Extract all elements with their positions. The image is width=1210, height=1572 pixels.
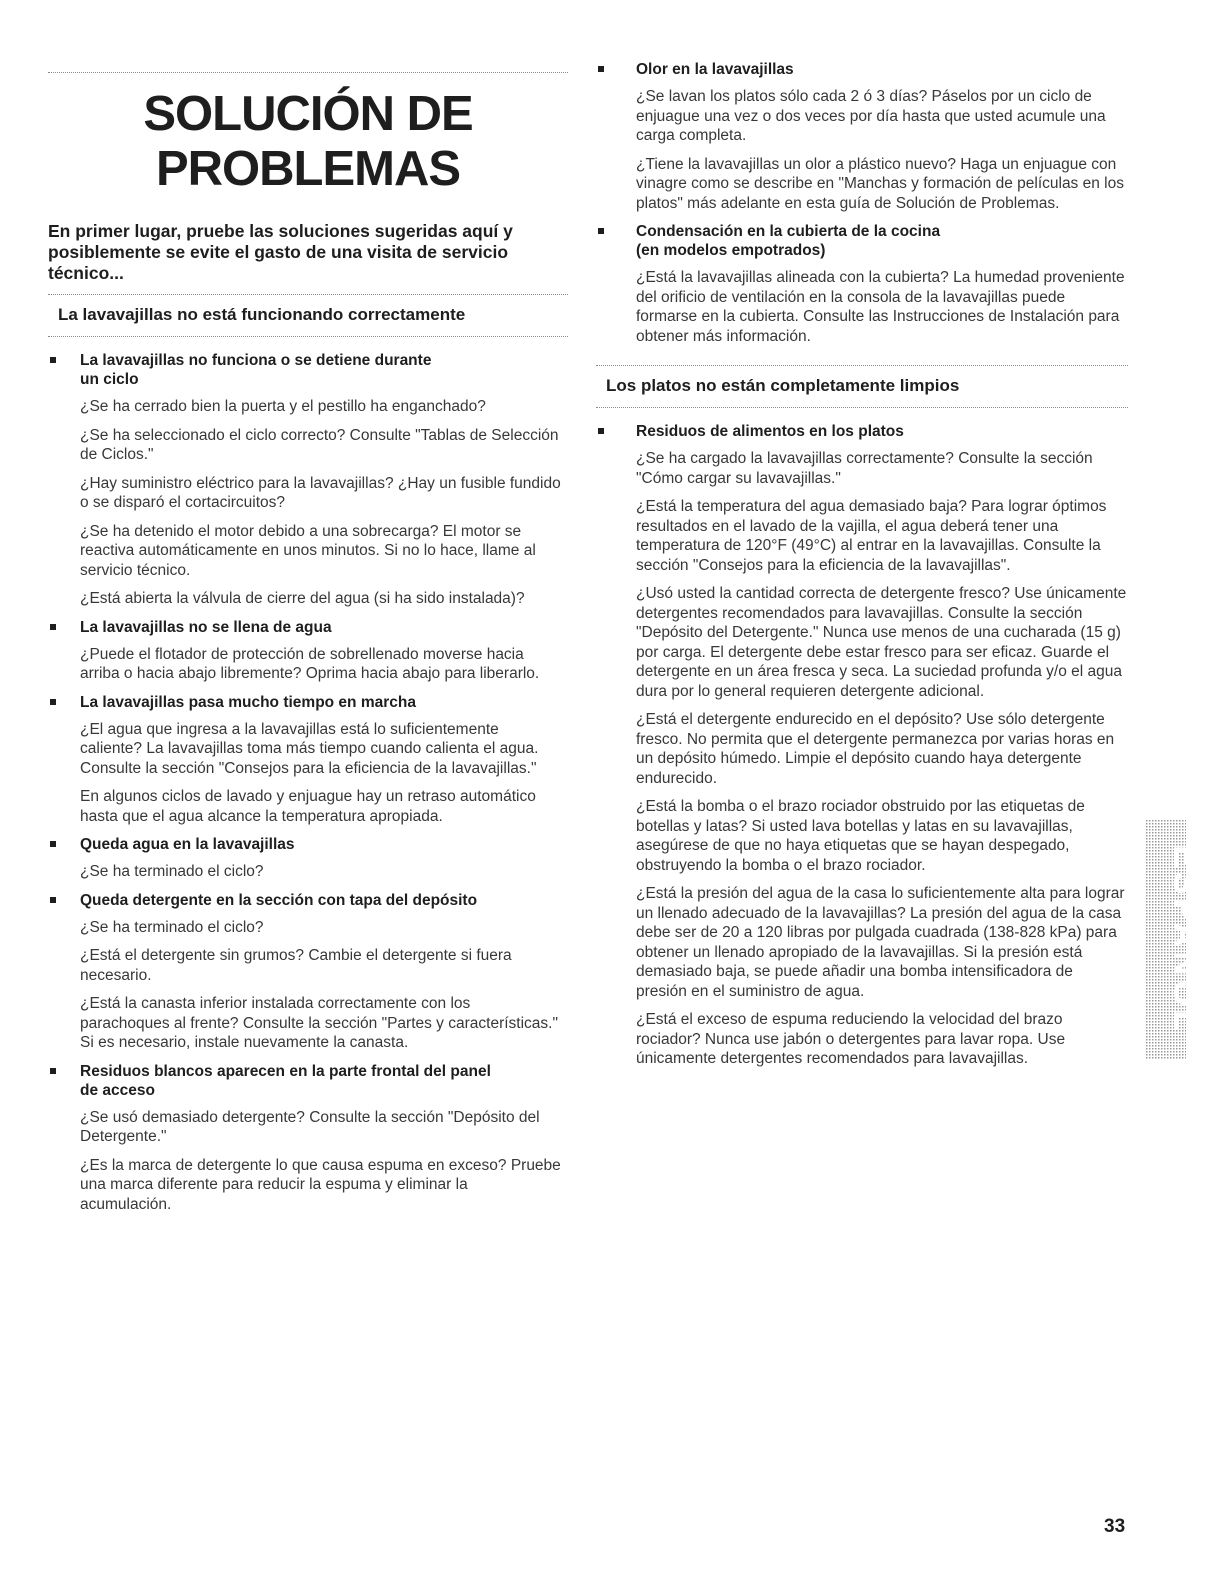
right-item-list-top: [596, 60, 1128, 346]
item-title: [636, 60, 794, 79]
page-title-line-2: PROBLEMAS: [155, 142, 461, 196]
item-heading-row: [48, 891, 568, 910]
section-title-not-working: La lavavajillas no está funcionando correctamente: [48, 294, 568, 337]
troubleshooting-item: [596, 422, 1128, 1069]
top-dotted-rule: [48, 72, 568, 73]
item-paragraph: ¿Se usó demasiado detergente? Consulte la sección "Depósito del Detergente.": [80, 1108, 540, 1145]
item-paragraph: ¿Se ha detenido el motor debido a una sobrecarga? El motor se reactiva automáticamente en unos minutos. Si no lo hace, llame al servicio técnico.: [80, 522, 536, 579]
troubleshooting-item: [48, 618, 568, 684]
square-bullet-icon: [598, 66, 604, 72]
item-paragraph: ¿Es la marca de detergente lo que causa espuma en exceso? Pruebe una marca diferente para reducir la espuma y eliminar la acumulación.: [80, 1156, 561, 1213]
item-title: [80, 1062, 491, 1100]
language-tab-graphic: [1146, 820, 1204, 1060]
item-heading-row: [48, 1062, 568, 1100]
item-title: [636, 422, 904, 441]
square-bullet-icon: [598, 428, 604, 434]
page-number: 33: [1104, 1516, 1126, 1537]
item-title-line: La lavavajillas pasa mucho tiempo en marcha: [80, 693, 416, 711]
troubleshooting-item: [48, 1062, 568, 1215]
item-heading-row: [48, 351, 568, 389]
item-paragraph: ¿Está el detergente sin grumos? Cambie el detergente si fuera necesario.: [80, 947, 512, 984]
item-title-line: Residuos blancos aparecen en la parte frontal del panel: [80, 1062, 491, 1080]
item-paragraph: ¿Tiene la lavavajillas un olor a plástico nuevo? Haga un enjuague con vinagre como se describe en "Manchas y formación de películas en los platos" más adelante en esta guía de Solución de Problemas.: [636, 155, 1124, 212]
troubleshooting-item: [48, 891, 568, 1053]
item-heading-row: [48, 835, 568, 854]
troubleshooting-item: [48, 351, 568, 609]
page-title-line-1: SOLUCIÓN DE: [143, 87, 473, 141]
item-paragraph: ¿Hay suministro eléctrico para la lavavajillas? ¿Hay un fusible fundido o se disparó el cortacircuitos?: [80, 474, 561, 511]
item-title-line: Olor en la lavavajillas: [636, 61, 794, 78]
item-paragraph: ¿Se lavan los platos sólo cada 2 ó 3 días? Páselos por un ciclo de enjuague una vez o dos veces por día hasta que usted acumule una carga completa.: [636, 88, 1106, 144]
item-heading-row: [596, 60, 1128, 79]
item-title-line: (en modelos empotrados): [636, 242, 826, 259]
troubleshooting-item: [596, 222, 1128, 346]
item-paragraph: ¿Se ha cerrado bien la puerta y el pestillo ha enganchado?: [80, 398, 486, 415]
item-title: [80, 891, 477, 910]
item-paragraph: ¿Se ha cargado la lavavajillas correctamente? Consulte la sección "Cómo cargar su lavavajillas.": [636, 450, 1093, 487]
item-heading-row: [48, 693, 568, 712]
left-item-list: [48, 351, 568, 1214]
square-bullet-icon: [50, 841, 56, 847]
language-tab-label: ESPAÑOL: [1166, 845, 1204, 1035]
square-bullet-icon: [50, 357, 56, 363]
left-column: [48, 60, 568, 1223]
item-title: [80, 618, 332, 637]
item-paragraph: ¿Se ha terminado el ciclo?: [80, 918, 264, 936]
square-bullet-icon: [50, 699, 56, 705]
item-paragraph: ¿Está la canasta inferior instalada correctamente con los parachoques al frente? Consulte la sección "Partes y características." Si es necesario, instale nuevamente la canasta.: [80, 995, 558, 1051]
item-paragraph: ¿Se ha seleccionado el ciclo correcto? Consulte "Tablas de Selección de Ciclos.": [80, 426, 559, 463]
item-paragraph: En algunos ciclos de lavado y enjuague hay un retraso automático hasta que el agua alcance la temperatura apropiada.: [80, 788, 536, 825]
intro-text: En primer lugar, pruebe las soluciones sugeridas aquí y posiblemente se evite el gasto de una visita de servicio técnico...: [48, 221, 513, 283]
spacer: [596, 355, 1128, 365]
item-title: [80, 693, 416, 712]
item-title-line: La lavavajillas no funciona o se detiene durante: [80, 352, 432, 369]
item-title-line: Residuos de alimentos en los platos: [636, 423, 904, 440]
item-paragraph: ¿Está la presión del agua de la casa lo suficientemente alta para lograr un llenado adecuado de la lavavajillas? La presión del agua de la casa debe ser de 20 a 120 libras por pulgada cuadrada (138-828 kPa) para obtener un llenado apropiado de la lavavajillas. Si la presión está demasiado baja, se puede añadir una bomba intensificadora de presión en el suministro de agua.: [636, 885, 1125, 1000]
right-column: [596, 60, 1128, 1078]
item-title: [80, 351, 431, 389]
item-title-line: un ciclo: [80, 371, 139, 388]
item-title-line: La lavavajillas no se llena de agua: [80, 618, 332, 636]
item-paragraph: ¿Está la lavavajillas alineada con la cubierta? La humedad proveniente del orificio de ventilación en la consola de la lavavajillas puede formarse en la cubierta. Consulte las Instrucciones de Instalación para obtener más información.: [636, 269, 1125, 345]
troubleshooting-item: [48, 693, 568, 827]
item-title: [80, 835, 295, 854]
item-title: [636, 222, 940, 260]
item-heading-row: [596, 422, 1128, 441]
item-paragraph: ¿Está el detergente endurecido en el depósito? Use sólo detergente fresco. No permita que el detergente permanezca por varias horas en un depósito húmedo. Limpie el depósito cuando haya detergente endurecido.: [636, 711, 1115, 787]
square-bullet-icon: [50, 1068, 56, 1074]
language-side-tab: [1146, 820, 1204, 1060]
square-bullet-icon: [50, 624, 56, 630]
item-title-line: Condensación en la cubierta de la cocina: [636, 223, 941, 240]
item-paragraph: ¿Se ha terminado el ciclo?: [80, 863, 264, 880]
square-bullet-icon: [50, 897, 56, 903]
item-title-line: Queda agua en la lavavajillas: [80, 836, 295, 853]
troubleshooting-item: [48, 835, 568, 882]
item-title-line: Queda detergente en la sección con tapa del depósito: [80, 891, 478, 909]
item-paragraph: ¿Usó usted la cantidad correcta de detergente fresco? Use únicamente detergentes recomendados para lavavajillas. Consulte la sección "Depósito del Detergente." Nunca use menos de una cucharada (15 g) por carga. El detergente debe estar fresco para ser eficaz. Guarde el detergente en un área fresca y seca. La suciedad profunda y/o el agua dura por lo general requieren detergente adicional.: [636, 585, 1127, 700]
page-title: [48, 87, 568, 197]
item-paragraph: ¿El agua que ingresa a la lavavajillas está lo suficientemente caliente? La lavavajillas toma más tiempo cuando calienta el agua. Consulte la sección "Consejos para la eficiencia de la lavavajillas.": [80, 720, 539, 777]
item-paragraph: ¿Está la temperatura del agua demasiado baja? Para lograr óptimos resultados en el lavado de la vajilla, el agua deberá tener una temperatura de 120°F (49°C) al entrar en la lavavajillas. Consulte la sección "Consejos para la eficiencia de la lavavajillas".: [636, 498, 1107, 574]
item-paragraph: ¿Está abierta la válvula de cierre del agua (si ha sido instalada)?: [80, 590, 525, 607]
item-paragraph: ¿Puede el flotador de protección de sobrellenado moverse hacia arriba o hacia abajo libremente? Oprima hacia abajo para liberarlo.: [80, 645, 540, 682]
item-heading-row: [48, 618, 568, 637]
item-heading-row: [596, 222, 1128, 260]
right-item-list-bottom: [596, 422, 1128, 1069]
item-title-line: de acceso: [80, 1081, 155, 1099]
troubleshooting-item: [596, 60, 1128, 213]
item-paragraph: ¿Está la bomba o el brazo rociador obstruido por las etiquetas de botellas y latas? Si usted lava botellas y latas en su lavavajillas, asegúrese de que no haya etiquetas que se hayan despegado, obstruyendo la bomba o el brazo rociador.: [636, 798, 1085, 874]
section-title-dishes-not-clean: Los platos no están completamente limpios: [596, 365, 1128, 408]
square-bullet-icon: [598, 228, 604, 234]
item-paragraph: ¿Está el exceso de espuma reduciendo la velocidad del brazo rociador? Nunca use jabón o detergentes para lavar ropa. Use únicamente detergentes recomendados para lavavajillas.: [636, 1011, 1066, 1067]
